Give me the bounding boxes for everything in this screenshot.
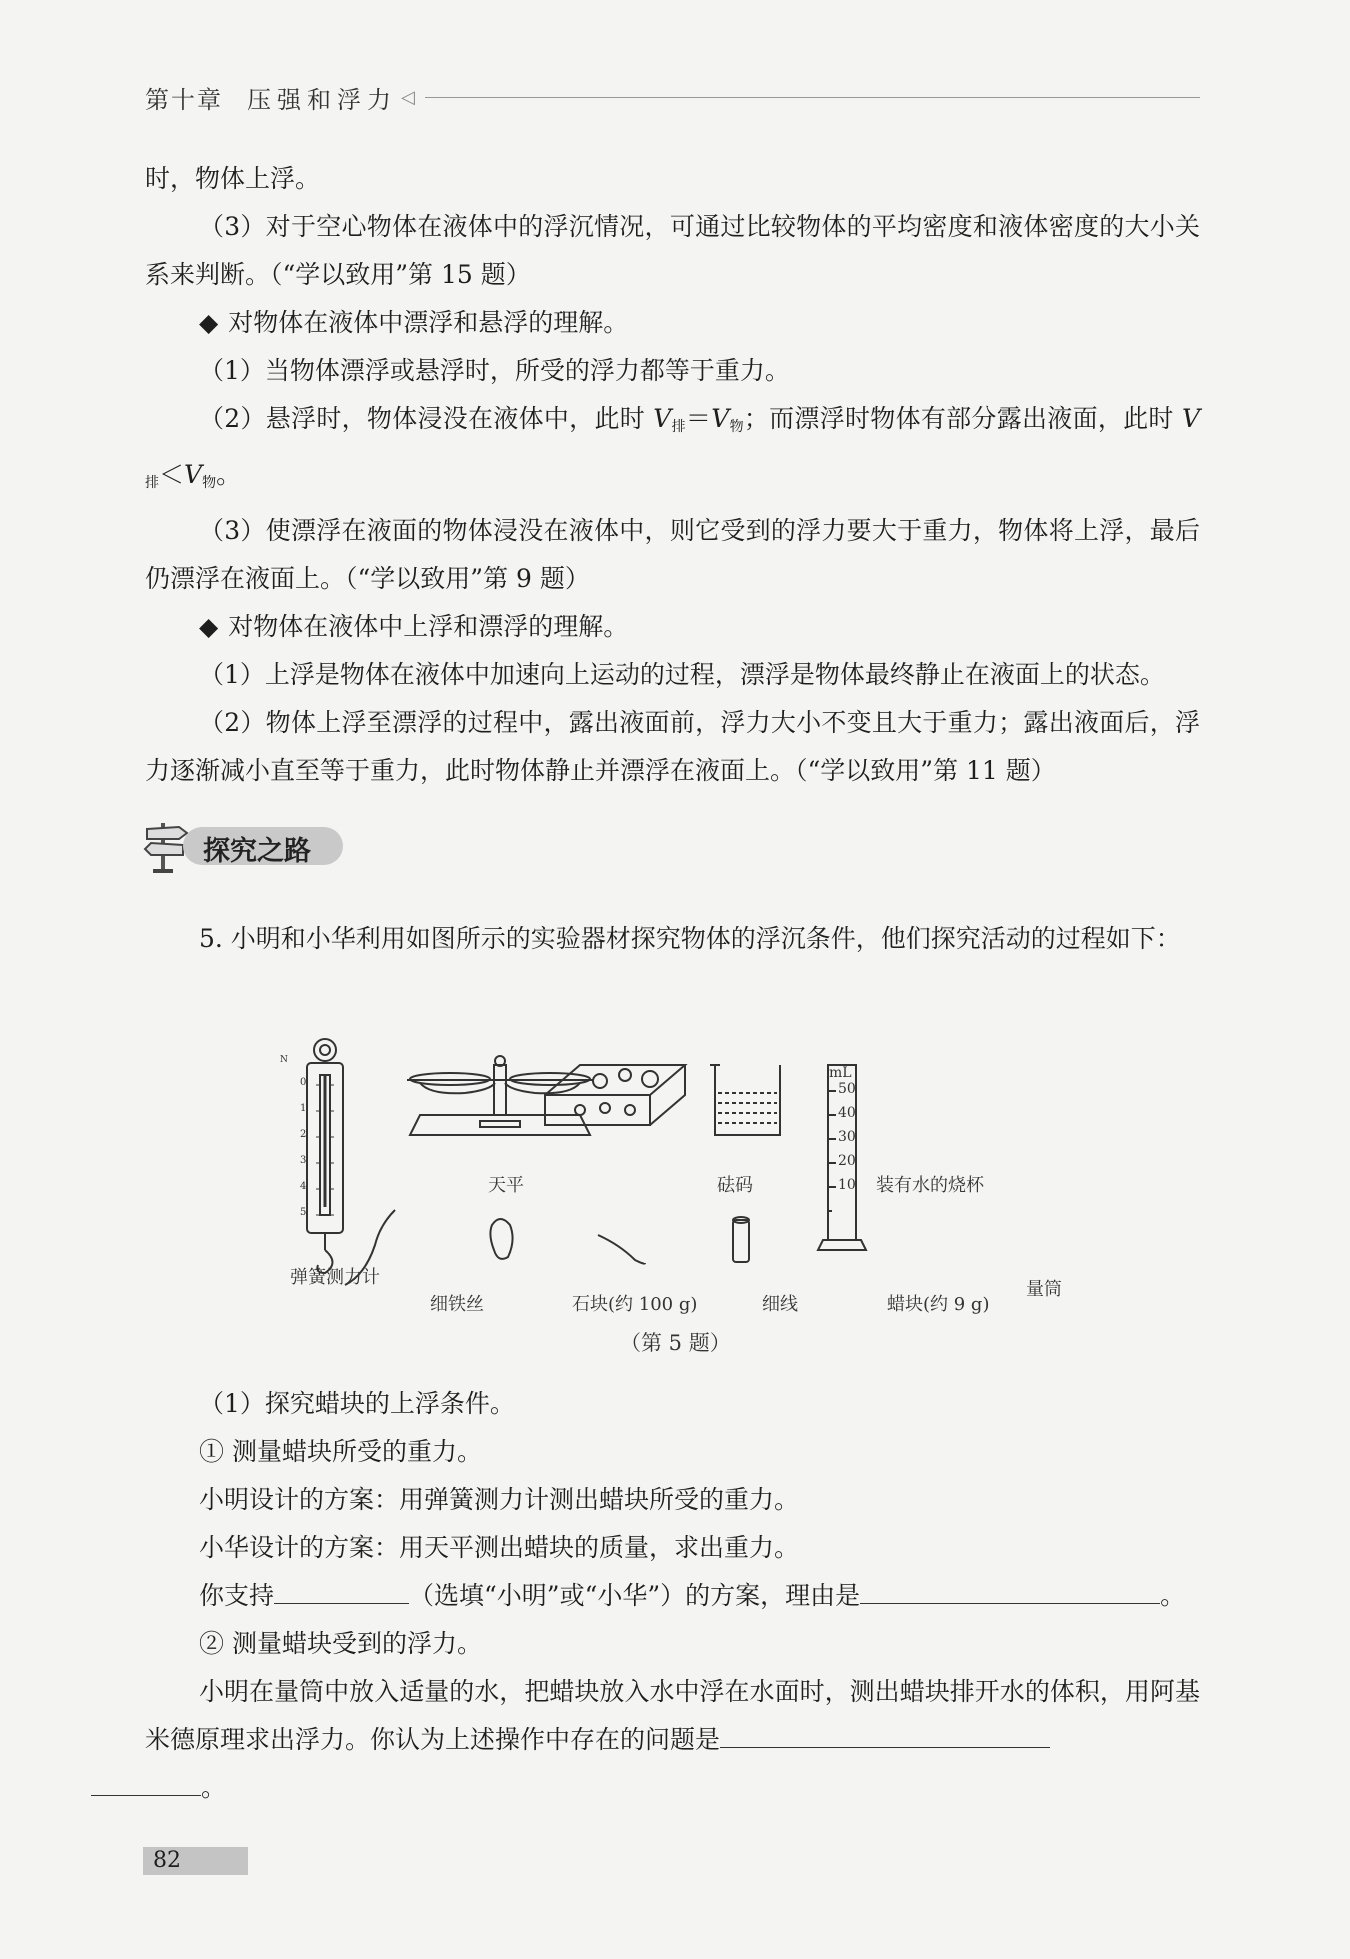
header-rule [425, 97, 1200, 98]
paragraph: （2）物体上浮至漂浮的过程中，露出液面前，浮力大小不变且大于重力；露出液面后，浮力逐渐减小直至等于重力，此时物体静止并漂浮在液面上。（“学以致用”第 11 题） [145, 708, 1200, 785]
paragraph: （3）使漂浮在液面的物体浸没在液体中，则它受到的浮力要大于重力，物体将上浮，最后仍漂浮在液面上。（“学以致用”第 9 题） [145, 516, 1200, 593]
paragraph: （3）对于空心物体在液体中的浮沉情况，可通过比较物体的平均密度和液体密度的大小关系来判断。（“学以致用”第 15 题） [145, 212, 1200, 289]
spring-n-label: N [280, 1055, 288, 1065]
steps-block [145, 1380, 1200, 1812]
running-header [145, 80, 1200, 115]
figure-caption: （第 5 题） [620, 1331, 731, 1355]
label-stone: 石块(约 100 g) [572, 1294, 698, 1315]
apparatus-figure: N 0 1 2 3 4 5 mL 50 40 30 20 10 天平 砝码 装有水的烧杯 弹簧测力计 细铁丝 石块(约 100 g) 细线 蜡块(约 9 g) 量筒 （第 5 题） [280, 1035, 1080, 1365]
chapter-title: 压强和浮力 [247, 86, 397, 114]
problem-blank-continued[interactable] [91, 1767, 201, 1796]
label-wire: 细铁丝 [430, 1294, 484, 1315]
page-number: 82 [153, 1848, 181, 1873]
page-number-tab [143, 1847, 248, 1875]
label-weights: 砝码 [717, 1175, 753, 1196]
topic-heading: ◆ 对物体在液体中漂浮和悬浮的理解。 [145, 299, 1200, 347]
label-thread: 细线 [762, 1294, 798, 1315]
paragraph: （1）当物体漂浮或悬浮时，所受的浮力都等于重力。 [199, 356, 790, 385]
problem-question: 小明在量筒中放入适量的水，把蜡块放入水中浮在水面时，测出蜡块排开水的体积，用阿基米德原理求出浮力。你认为上述操作中存在的问题是 。 [145, 1668, 1200, 1812]
label-spring: 弹簧测力计 [290, 1267, 380, 1288]
plan-xiaohua: 小华设计的方案：用天平测出蜡块的质量，求出重力。 [199, 1533, 800, 1562]
paragraph: 时，物体上浮。 [145, 164, 321, 193]
topic-heading: ◆ 对物体在液体中上浮和漂浮的理解。 [145, 603, 1200, 651]
step-item: ② 测量蜡块受到的浮力。 [199, 1629, 482, 1658]
step-heading: （1）探究蜡块的上浮条件。 [199, 1389, 515, 1418]
reason-blank[interactable] [860, 1575, 1160, 1604]
diamond-bullet-icon: ◆ [199, 612, 219, 641]
question-block [145, 915, 1200, 963]
explanation-block [145, 155, 1200, 795]
support-question: 你支持 （选填“小明”或“小华”）的方案，理由是 。 [145, 1572, 1200, 1620]
question-text: 5. 小明和小华利用如图所示的实验器材探究物体的浮沉条件，他们探究活动的过程如下： [199, 924, 1181, 953]
label-scale: 天平 [488, 1175, 524, 1196]
stone-icon [490, 1219, 512, 1259]
section-title: 探究之路 [203, 836, 311, 867]
problem-blank[interactable] [720, 1719, 1050, 1748]
label-beaker: 装有水的烧杯 [876, 1175, 984, 1196]
cylinder-unit: mL [829, 1065, 852, 1081]
chapter-number: 第十章 [145, 86, 223, 114]
choice-blank[interactable] [274, 1575, 409, 1604]
label-cylinder: 量筒 [1026, 1279, 1062, 1300]
arrow-icon: ◁ [401, 87, 415, 108]
diamond-bullet-icon: ◆ [199, 308, 219, 337]
section-banner [143, 815, 348, 875]
paragraph-suspend: （2）悬浮时，物体浸没在液体中，此时 $V_排=V_物$；而漂浮时物体有部分露出液面，此时 $V_排<V_物$。 [145, 404, 1201, 491]
spring-balance-icon [307, 1039, 343, 1273]
step-item: ① 测量蜡块所受的重力。 [199, 1437, 482, 1466]
label-wax: 蜡块(约 9 g) [887, 1294, 990, 1315]
beaker-icon [710, 1065, 780, 1135]
plan-xiaoming: 小明设计的方案：用弹簧测力计测出蜡块所受的重力。 [199, 1485, 800, 1514]
paragraph: （1）上浮是物体在液体中加速向上运动的过程，漂浮是物体最终静止在液面上的状态。 [199, 660, 1165, 689]
thread-icon [598, 1235, 645, 1264]
wax-block-icon [733, 1217, 749, 1262]
